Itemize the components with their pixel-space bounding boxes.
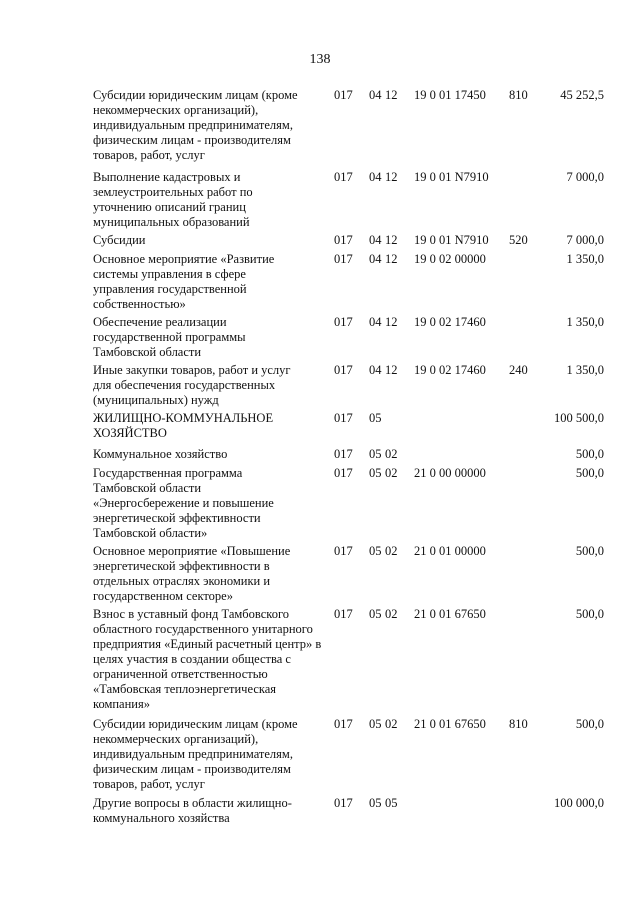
code-rz: 05 [369,411,382,425]
amount: 1 350,0 [566,252,604,266]
row-description: Субсидии юридическим лицам (кроме некоммерческих организаций), индивидуальным предпринимателям, физическим лицам - производителям товаров, работ, услуг [93,88,298,162]
code-rz: 04 [369,252,382,266]
code-pr: 05 [385,796,398,810]
code-csr: 19 0 01 N7910 [414,233,489,247]
code-pr: 12 [385,170,398,184]
code-rz: 05 [369,466,382,480]
code-pr: 02 [385,466,398,480]
code-rz: 05 [369,544,382,558]
code-pr: 12 [385,88,398,102]
code-rz: 04 [369,363,382,377]
code-csr: 19 0 01 17450 [414,88,486,102]
row-description: Субсидии [93,233,146,247]
code-rz: 05 [369,447,382,461]
code-rz: 04 [369,170,382,184]
code-pr: 02 [385,544,398,558]
code-ved: 017 [334,315,353,329]
row-description: Выполнение кадастровых и землеустроительных работ по уточнению описаний границ муниципальных образований [93,170,253,229]
row-description: Другие вопросы в области жилищно-коммунального хозяйства [93,796,292,825]
code-ved: 017 [334,233,353,247]
code-rz: 04 [369,233,382,247]
code-csr: 19 0 02 00000 [414,252,486,266]
code-ved: 017 [334,170,353,184]
amount: 1 350,0 [566,315,604,329]
code-csr: 21 0 01 67650 [414,607,486,621]
code-ved: 017 [334,363,353,377]
code-csr: 21 0 00 00000 [414,466,486,480]
code-ved: 017 [334,411,353,425]
amount: 1 350,0 [566,363,604,377]
code-pr: 12 [385,363,398,377]
code-ved: 017 [334,796,353,810]
amount: 500,0 [575,544,604,558]
amount: 7 000,0 [566,170,604,184]
amount: 500,0 [575,717,604,731]
amount: 45 252,5 [560,88,604,102]
code-rz: 04 [369,315,382,329]
code-vr: 240 [509,363,528,377]
code-pr: 02 [385,717,398,731]
row-description: Основное мероприятие «Повышение энергетической эффективности в отдельных отраслях экономики и государственном секторе» [93,544,291,603]
code-csr: 21 0 01 67650 [414,717,486,731]
code-ved: 017 [334,544,353,558]
row-description: Обеспечение реализации государственной программы Тамбовской области [93,315,246,359]
amount: 500,0 [575,447,604,461]
code-rz: 04 [369,88,382,102]
page-number: 138 [309,52,331,67]
code-pr: 12 [385,315,398,329]
code-csr: 19 0 02 17460 [414,363,486,377]
code-vr: 810 [509,717,528,731]
row-description: Коммунальное хозяйство [93,447,228,461]
code-vr: 520 [509,233,528,247]
amount: 500,0 [575,466,604,480]
code-vr: 810 [509,88,528,102]
amount: 7 000,0 [566,233,604,247]
code-ved: 017 [334,607,353,621]
code-pr: 02 [385,447,398,461]
amount: 100 500,0 [554,411,604,425]
row-description: ЖИЛИЩНО-КОММУНАЛЬНОЕ ХОЗЯЙСТВО [93,411,274,440]
code-rz: 05 [369,607,382,621]
code-csr: 19 0 02 17460 [414,315,486,329]
amount: 100 000,0 [554,796,604,810]
code-pr: 02 [385,607,398,621]
row-description: Взнос в уставный фонд Тамбовского областного государственного унитарного предприятия «Единый расчетный центр» в целях участия в создании общества с ограниченной ответственностью «Тамбовская теплоэнергетическая компания» [93,607,322,711]
row-description: Субсидии юридическим лицам (кроме некоммерческих организаций), индивидуальным предпринимателям, физическим лицам - производителям товаров, работ, услуг [93,717,298,791]
code-ved: 017 [334,466,353,480]
code-rz: 05 [369,796,382,810]
code-ved: 017 [334,252,353,266]
code-ved: 017 [334,447,353,461]
code-pr: 12 [385,233,398,247]
code-ved: 017 [334,88,353,102]
code-ved: 017 [334,717,353,731]
code-pr: 12 [385,252,398,266]
code-rz: 05 [369,717,382,731]
code-csr: 21 0 01 00000 [414,544,486,558]
code-csr: 19 0 01 N7910 [414,170,489,184]
row-description: Основное мероприятие «Развитие системы управления в сфере управления государственной собственностью» [93,252,275,311]
amount: 500,0 [575,607,604,621]
row-description: Государственная программа Тамбовской области «Энергосбережение и повышение энергетической эффективности Тамбовской области» [93,466,274,540]
row-description: Иные закупки товаров, работ и услуг для обеспечения государственных (муниципальных) нужд [93,363,291,407]
